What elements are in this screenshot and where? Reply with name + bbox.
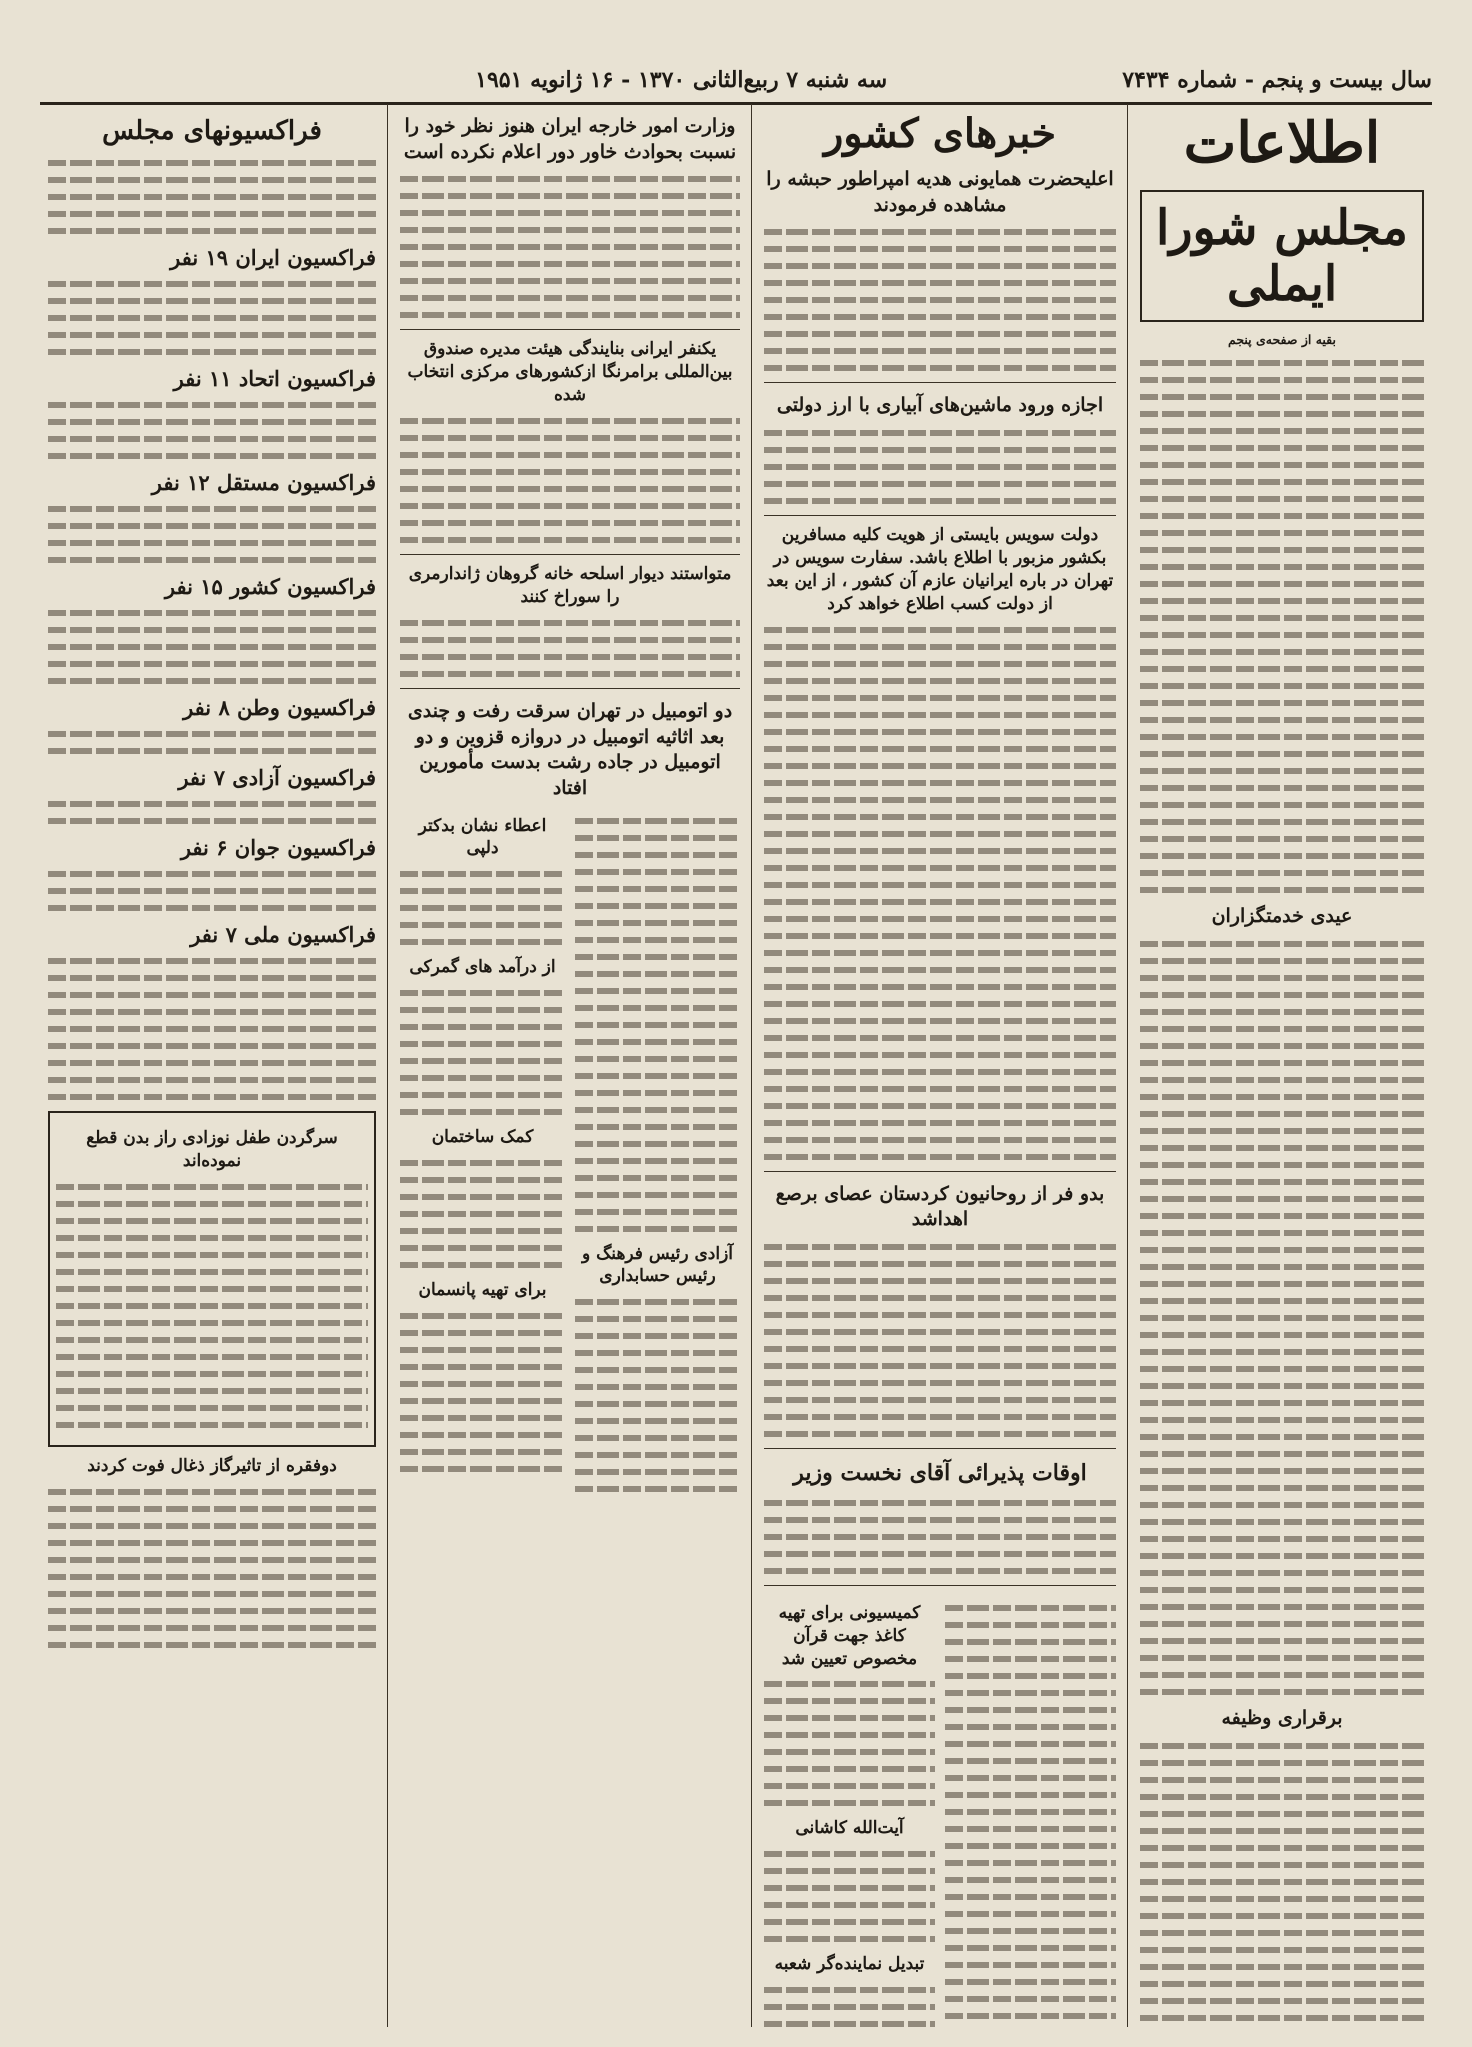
headline-gas: دوفقره از تاثیرگاز ذغال فوت کردند: [87, 1455, 337, 1476]
faction-heading: فراکسیون ملی ۷ نفر: [190, 922, 376, 948]
headline-irrigation: اجازه ورود ماشین‌های آبیاری با ارز دولتی: [776, 394, 1104, 417]
masthead-logo: اطلاعات: [1183, 110, 1381, 176]
article-body: [56, 1184, 368, 1428]
lead-headline: اعلیحضرت همایونی هدیه امپراطور حبشه را مشاهده فرمودند: [766, 168, 1114, 216]
article-body: [1140, 941, 1424, 1695]
faction-members: [48, 871, 376, 911]
headline-monetary-fund: یکنفر ایرانی بنایندگی هیئت مدیره صندوق بین‌المللی برامرنگا ازکشورهای مرکزی انتخاب شده: [407, 339, 733, 406]
column-foreign-affairs: [392, 104, 748, 2027]
article-body: [1140, 1743, 1424, 2027]
column-parliament: [1132, 104, 1432, 2027]
faction-members: [48, 958, 376, 1100]
article-body: [764, 1851, 935, 1942]
headline-culture-official: آزادی رئیس فرهنگ و رئیس حسابداری: [581, 1243, 734, 1287]
headline-construction-aid: کمک ساختمان: [431, 1127, 534, 1148]
continuation-note: بقیه از صفحه‌ی پنجم: [1228, 332, 1336, 347]
article-body: [764, 1681, 935, 1806]
article-body: [400, 620, 740, 677]
bottom-split: [764, 1594, 1116, 2027]
column-national-news: [756, 104, 1124, 2027]
issue-number: سال بیست و پنجم - شماره ۷۴۳۴: [1122, 67, 1432, 93]
faction-members: [48, 402, 376, 459]
headline-representative: تبدیل نماینده‌گر شعبه: [774, 1954, 925, 1975]
article-body: [575, 818, 740, 1232]
article-body: [575, 1299, 740, 1492]
dateline: [40, 58, 1432, 102]
article-body: [764, 627, 1116, 1160]
article-body: [764, 1987, 935, 2027]
headline-kashani: آیت‌الله کاشانی: [795, 1818, 904, 1839]
headline-dressing: برای تهیه پانسمان: [418, 1280, 547, 1301]
faction-heading: فراکسیون وطن ۸ نفر: [183, 695, 376, 721]
article-body: [764, 1244, 1116, 1437]
article-body: [400, 990, 565, 1115]
headline-quran-paper: کمیسیونی برای تهیه کاغذ جهت قرآن مخصوص تعیین شد: [778, 1602, 921, 1669]
headline-armory-wall: متواستند دیوار اسلحه خانه گروهان ژاندارمری را سوراخ کنند: [408, 564, 732, 608]
faction-heading: فراکسیون مستقل ۱۲ نفر: [151, 470, 376, 496]
faction-heading: فراکسیون اتحاد ۱۱ نفر: [173, 366, 376, 392]
article-body: [764, 1500, 1116, 1574]
headline-infant: سرگردن طفل نوزادی راز بدن قطع نموده‌اند: [86, 1128, 338, 1172]
headline-swiss: دولت سویس بایستی از هویت کلیه مسافرین بکشور مزبور با اطلاع باشد. سفارت سویس در تهران در باره ایرانیان عازم آن کشور ، از این بعد از دولت کسب اطلاع خواهد کرد: [766, 524, 1114, 614]
subheading-pension: برقراری وظیفه: [1221, 1707, 1343, 1730]
headline-medal: اعطاء نشان بدکتر دلپی: [418, 815, 547, 859]
article-body: [764, 430, 1116, 504]
factions-title: فراکسیونهای مجلس: [102, 116, 322, 146]
article-body: [400, 871, 565, 945]
article-body: [400, 418, 740, 543]
article-body: [764, 229, 1116, 371]
faction-heading: فراکسیون ایران ۱۹ نفر: [170, 245, 376, 271]
banner-headline: خبرهای کشور: [823, 110, 1057, 157]
faction-members: [48, 610, 376, 684]
split-columns: [400, 807, 740, 1504]
faction-members: [48, 731, 376, 754]
parliament-headline: مجلس شورا ایملی: [1140, 190, 1424, 322]
subheading-staff: عیدی خدمتگزاران: [1211, 905, 1353, 928]
columns: [40, 104, 1432, 2027]
boxed-article: [48, 1111, 376, 1447]
headline-kurdistan: بدو فر از روحانیون کردستان عصای برصع اهداشد: [775, 1182, 1105, 1231]
article-body: [400, 1160, 565, 1268]
faction-heading: فراکسیون آزادی ۷ نفر: [178, 765, 376, 791]
article-body: [945, 1605, 1116, 2019]
faction-heading: فراکسیون کشور ۱۵ نفر: [164, 574, 376, 600]
faction-heading: فراکسیون جوان ۶ نفر: [180, 835, 376, 861]
article-body: [1140, 360, 1424, 893]
publication-date: سه شنبه ۷ ربیع‌الثانی ۱۳۷۰ - ۱۶ ژانویه ۱۹۵۱: [475, 67, 888, 93]
headline-car-theft: دو اتومبیل در تهران سرقت رفت و چندی بعد اثاثیه اتومبیل در دروازه قزوین و دو اتومبیل در جاده رشت بدست مأمورین افتاد: [407, 699, 733, 799]
article-body: [48, 160, 376, 234]
headline-foreign-ministry: وزارت امور خارجه ایران هنوز نظر خود را نسبت بحوادث خاور دور اعلام نکرده است: [403, 115, 737, 163]
article-body: [48, 1489, 376, 1648]
headline-customs: از درآمد های گمرکی: [409, 957, 556, 978]
article-body: [400, 1313, 565, 1472]
headline-prime-minister: اوقات پذیرائی آقای نخست وزیر: [793, 1459, 1087, 1486]
column-factions: [40, 104, 384, 2027]
faction-members: [48, 506, 376, 563]
faction-members: [48, 281, 376, 355]
article-body: [400, 176, 740, 318]
faction-members: [48, 801, 376, 824]
